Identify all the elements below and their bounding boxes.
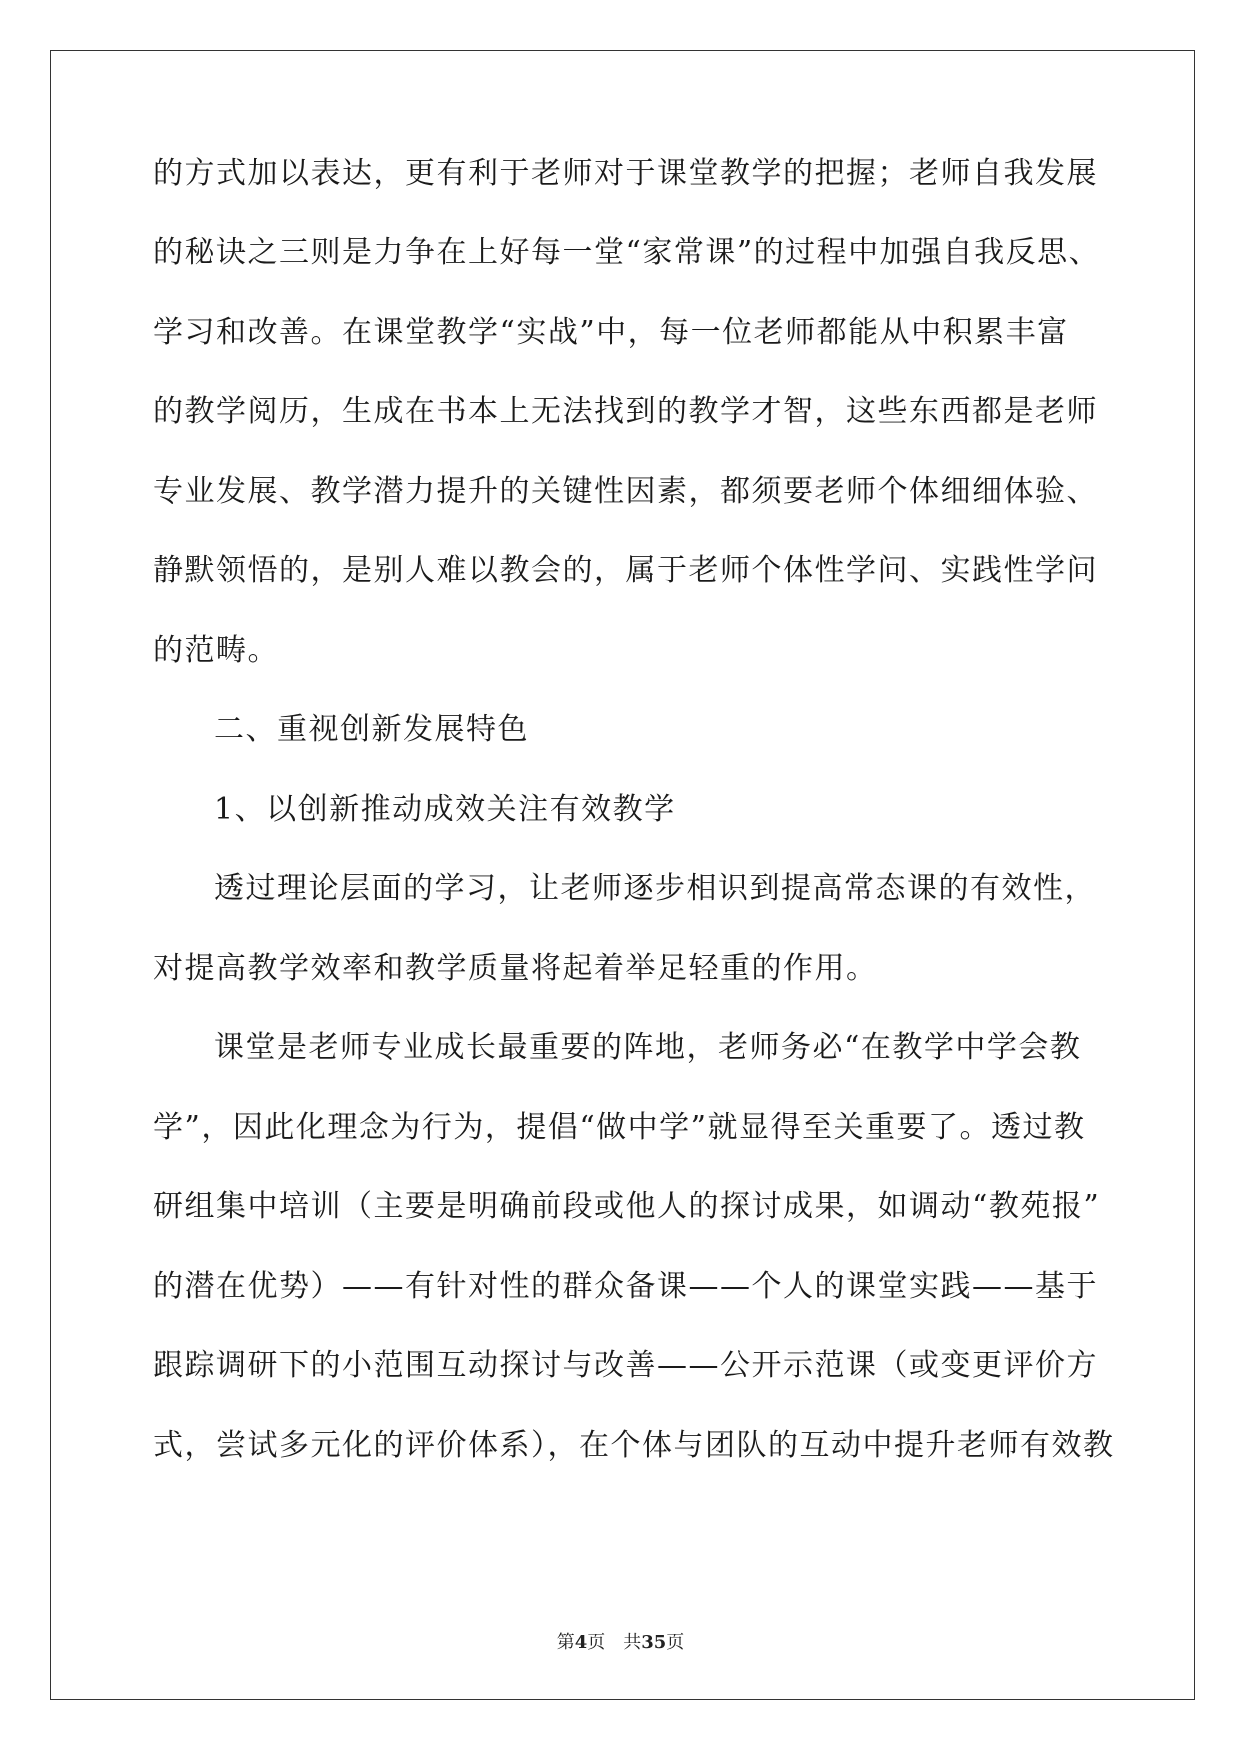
body-text-line-14: 研组集中培训（主要是明确前段或他人的探讨成果，如调动“教苑报” [153,1189,1101,1224]
page-total: 35 [641,1632,667,1653]
body-text-line-11: 对提高教学效率和教学质量将起着举足轻重的作用。 [153,951,878,986]
page-footer [0,1628,1241,1654]
body-text-line-12: 课堂是老师专业成长最重要的阵地，老师务必“在教学中学会教 [214,1030,1082,1065]
body-text-line-16: 跟踪调研下的小范围互动探讨与改善——公开示范课（或变更评价方 [153,1348,1098,1383]
body-text-line-7: 的范畴。 [153,633,279,668]
section-heading: 二、重视创新发展特色 [214,712,529,747]
body-text-line-6: 静默领悟的，是别人难以教会的，属于老师个体性学问、实践性学问 [153,553,1098,588]
body-text-line-4: 的教学阅历，生成在书本上无法找到的教学才智，这些东西都是老师 [153,394,1098,429]
body-text-line-13: 学”，因此化理念为行为，提倡“做中学”就显得至关重要了。透过教 [153,1110,1086,1145]
body-text-line-2: 的秘诀之三则是力争在上好每一堂“家常课”的过程中加强自我反思、 [153,235,1101,270]
page-number: 4 [574,1632,588,1653]
body-text-line-3: 学习和改善。在课堂教学“实战”中，每一位老师都能从中积累丰富 [153,315,1069,350]
page-prefix: 第 [556,1632,575,1653]
total-suffix: 页 [666,1632,685,1653]
body-text-line-15: 的潜在优势）——有针对性的群众备课——个人的课堂实践——基于 [153,1269,1098,1304]
body-text-line-5: 专业发展、教学潜力提升的关键性因素，都须要老师个体细细体验、 [153,474,1098,509]
total-prefix: 共 [623,1632,642,1653]
body-text-line-1: 的方式加以表达，更有利于老师对于课堂教学的把握；老师自我发展 [153,156,1098,191]
body-text-line-10: 透过理论层面的学习，让老师逐步相识到提高常态课的有效性， [214,871,1096,906]
body-text-line-17: 式，尝试多元化的评价体系），在个体与团队的互动中提升老师有效教 [153,1428,1115,1463]
page-suffix: 页 [587,1632,606,1653]
subsection-heading: 1、以创新推动成效关注有效教学 [214,792,676,827]
